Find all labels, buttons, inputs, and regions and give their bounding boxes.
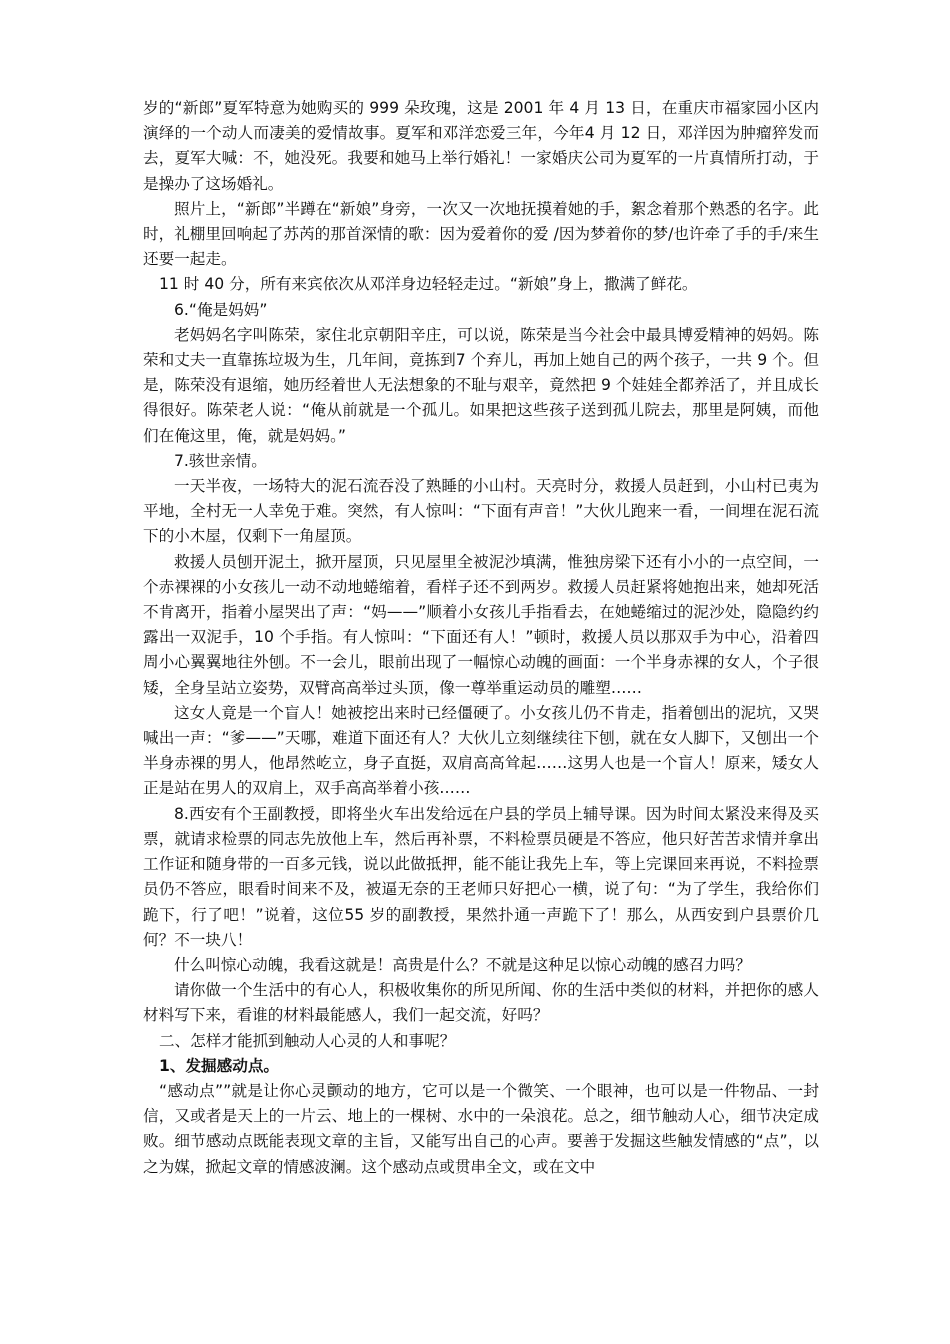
story-7-body-3: 这女人竟是一个盲人！她被挖出来时已经僵硬了。小女孩儿仍不肯走，指着刨出的泥坑，又哭喊出一声：“爹——”天哪，难道下面还有人？大伙儿立刻继续往下刨，就在女人脚下，又刨出一个半身赤裸的男人，他昂然屹立，身子直挺，双肩高高耸起……这男人也是一个盲人！原来，矮女人正是站在男人的双肩上，双手高高举着小孩……	[143, 703, 819, 798]
story-7-heading: 7.骇世亲情。	[174, 451, 267, 470]
story-8-body: 8.西安有个王副教授，即将坐火车出发给远在户县的学员上辅导课。因为时间太紧没来得及买票，就请求检票的同志先放他上车，然后再补票，不料检票员硬是不答应，他只好苦苦求情并拿出工作证和随身带的一百多元钱，说以此做抵押，能不能让我先上车，等上完课回来再说，不料捡票员仍不答应，眼看时间来不及，被逼无奈的王老师只好把心一横，说了句：“为了学生，我给你们跪下，行了吧！”说着，这位55 岁的副教授，果然扑通一声跪下了！那么，从西安到户县票价几何？不一块八！	[143, 804, 819, 949]
assignment-paragraph: 请你做一个生活中的有心人，积极收集你的所见所闻、你的生活中类似的材料，并把你的感人材料写下来，看谁的材料最能感人，我们一起交流，好吗？	[143, 981, 819, 1025]
story-7-body-2: 救援人员刨开泥土，掀开屋顶，只见屋里全被泥沙填满，惟独房梁下还有小小的一点空间，一个赤裸裸的小女孩儿一动不动地蜷缩着，看样子还不到两岁。救援人员赶紧将她抱出来，她却死活不肯离开，指着小屋哭出了声：“妈——”顺着小女孩儿手指看去，在她蜷缩过的泥沙处，隐隐约约露出一双泥手，10 个手指。有人惊叫：“下面还有人！”顿时，救援人员以那双手为中心，沿着四周小心翼翼地往外刨。不一会儿，眼前出现了一幅惊心动魄的画面：一个半身赤裸的女人，个子很矮，全身呈站立姿势，双臂高高举过头顶，像一尊举重运动员的雕塑……	[143, 552, 819, 697]
commentary-paragraph: 什么叫惊心动魄，我看这就是！高贵是什么？不就是这种足以惊心动魄的感召力吗？	[174, 955, 751, 974]
subsection-1-heading: 1、发掘感动点。	[159, 1056, 280, 1075]
story-5-photo-paragraph: 照片上，“新郎”半蹲在“新娘”身旁，一次又一次地抚摸着她的手，絮念着那个熟悉的名字。此时，礼棚里回响起了苏芮的那首深情的歌：因为爱着你的爱 /因为梦着你的梦/也许牵了手的手/来生还要一起走。	[143, 199, 819, 269]
story-7-body-1: 一天半夜，一场特大的泥石流吞没了熟睡的小山村。天亮时分，救援人员赶到，小山村已夷为平地，全村无一人幸免于难。突然，有人惊叫：“下面有声音！”大伙儿跑来一看，一间埋在泥石流下的小木屋，仅剩下一角屋顶。	[143, 477, 819, 546]
story-5-paragraph-end: 岁的“新郎”夏军特意为她购买的 999 朵玫瑰，这是 2001 年 4 月 13 日，在重庆市福家园小区内演绎的一个动人而凄美的爱情故事。夏军和邓洋恋爱三年，今年4 月 12 日，邓洋因为肿瘤猝发而去，夏军大喊：不，她没死。我要和她马上举行婚礼！一家婚庆公司为夏军的一片真情所打动，于是操办了这场婚礼。	[143, 99, 819, 193]
section-2-heading: 二、怎样才能抓到触动人心灵的人和事呢？	[159, 1031, 456, 1050]
touching-point-paragraph: “感动点””就是让你心灵颤动的地方，它可以是一个微笑、一个眼神，也可以是一件物品、一封信，又或者是天上的一片云、地上的一棵树、水中的一朵浪花。总之，细节触动人心，细节决定成败。细节感动点既能表现文章的主旨，又能写出自己的心声。要善于发掘这些触发情感的“点”，以之为媒，掀起文章的情感波澜。这个感动点或贯串全文，或在文中	[143, 1081, 819, 1176]
story-6-body: 老妈妈名字叫陈荣，家住北京朝阳辛庄，可以说，陈荣是当今社会中最具博爱精神的妈妈。陈荣和丈夫一直靠拣垃圾为生，几年间，竟拣到7 个弃儿，再加上她自己的两个孩子，一共 9 个。但是，陈荣没有退缩，她历经着世人无法想象的不耻与艰辛，竟然把 9 个娃娃全都养活了，并且成长得很好。陈荣老人说：“俺从前就是一个孤儿。如果把这些孩子送到孤儿院去，那里是阿姨，而他们在俺这里，俺，就是妈妈。”	[143, 325, 819, 445]
document-page	[143, 96, 819, 1180]
story-6-heading: 6.“俺是妈妈”	[174, 300, 268, 319]
story-5-closing-line: 11 时 40 分，所有来宾依次从邓洋身边轻轻走过。“新娘”身上，撒满了鲜花。	[159, 275, 698, 294]
